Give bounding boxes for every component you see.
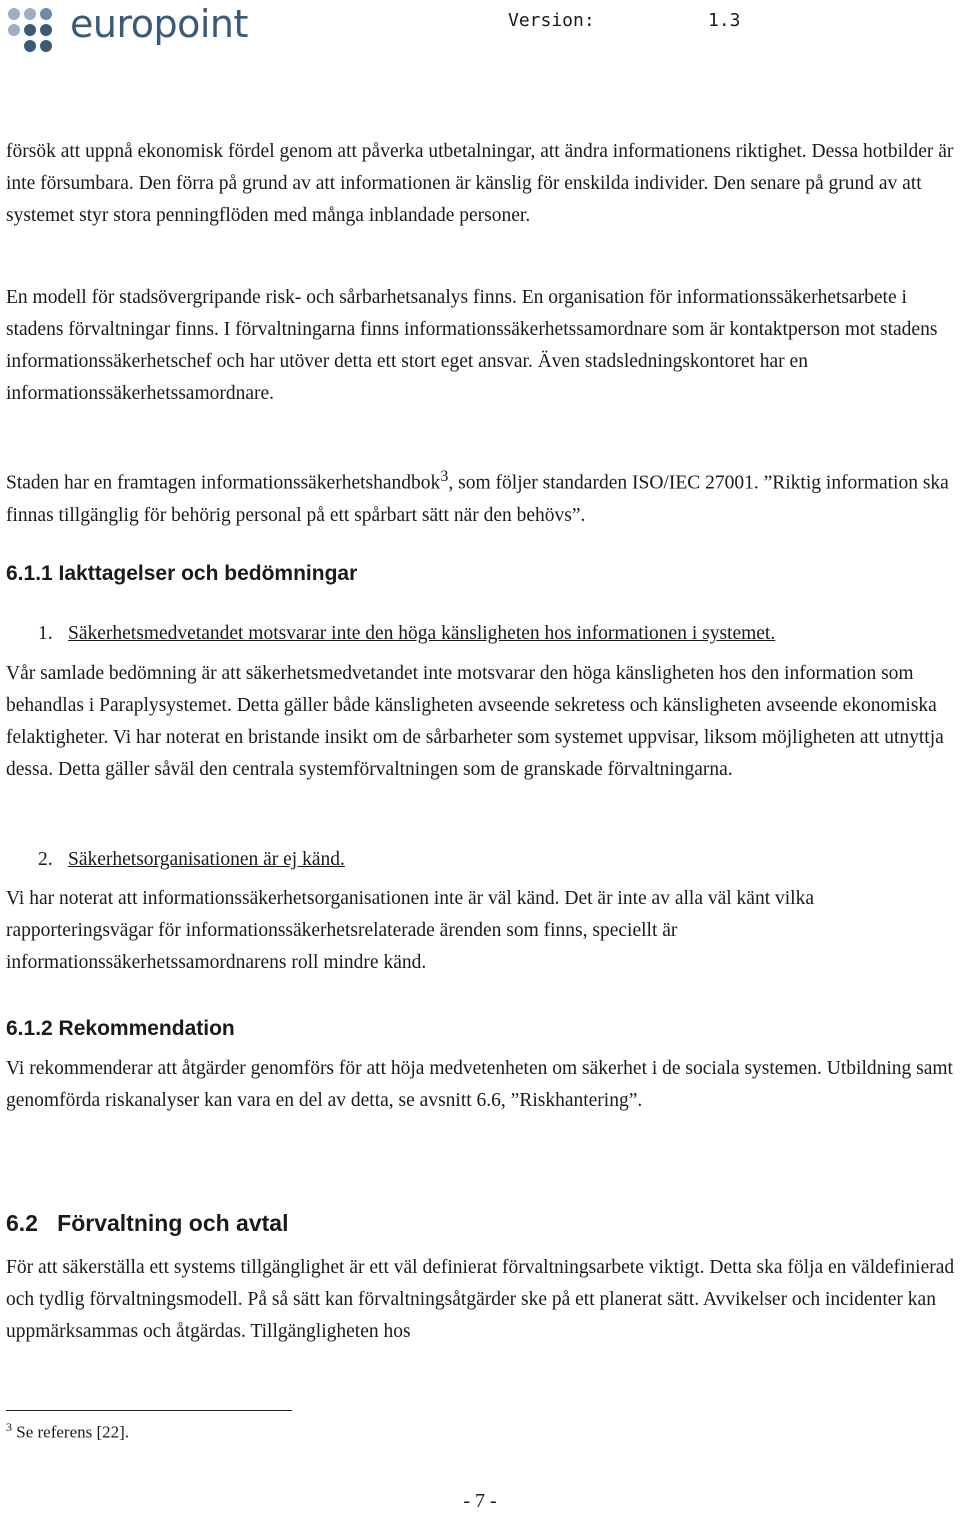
page-header (0, 0, 960, 60)
europoint-logo (6, 2, 248, 56)
logo-dots-icon (6, 6, 64, 56)
version-number: 1.3 (708, 10, 741, 31)
section-number: 6.2 (6, 1210, 38, 1236)
finding-2-text: Säkerhetsorganisationen är ej känd. (68, 849, 345, 870)
version-label: Version: (508, 10, 595, 31)
heading-recommendation: 6.1.2 Rekommendation (6, 1017, 235, 1040)
finding-1-number: 1. (38, 623, 53, 644)
paragraph-handbook (6, 460, 956, 532)
section-title: Förvaltning och avtal (57, 1210, 289, 1236)
paragraph-organisation: En modell för stadsövergripande risk- och sårbarhetsanalys finns. En organisation för informationssäkerhetsarbete i stadens förvaltningar finns. I förvaltningarna finns informationssäkerhetssamordnare som är kontaktperson mot stadens informationssäkerhetschef och har utöver detta ett stort eget ansvar. Även stadsledningskontoret har en informationssäkerhetssamordnare. (6, 287, 938, 404)
footnote-text: Se referens [22]. (12, 1422, 130, 1442)
paragraph-assessment: Vår samlade bedömning är att säkerhetsmedvetandet inte motsvarar den höga känsligheten hos den information som behandlas i Paraplysystemet. Detta gäller både känsligheten avseende sekretess och känsligheten avseende ekonomiska felaktigheter. Vi har noterat en bristande insikt om de sårbarheter som systemet uppvisar, liksom möjligheten att utnyttja dessa. Detta gäller såväl den centrala systemförvaltningen som de granskade förvaltningarna. (6, 663, 944, 780)
footnote-ref: 3 (440, 467, 449, 485)
handbook-text-b: , som följer standarden ISO/IEC 27001. ”Riktig information ska finnas tillgänglig för behörig personal på ett spårbart sätt när den behövs”. (6, 472, 949, 526)
logo-text: europoint (70, 2, 248, 46)
finding-1-text: Säkerhetsmedvetandet motsvarar inte den höga känsligheten hos informationen i systemet. (68, 623, 776, 644)
finding-1 (38, 618, 958, 650)
page-number: - 7 - (463, 1490, 497, 1512)
footnote-divider (6, 1410, 292, 1411)
heading-observations: 6.1.1 Iakttagelser och bedömningar (6, 562, 358, 585)
finding-2 (38, 844, 958, 876)
paragraph-management: För att säkerställa ett systems tillgänglighet är ett väl definierat förvaltningsarbete viktigt. Detta ska följa en väldefinierad och tydlig förvaltningsmodell. På så sätt kan förvaltningsåtgärder ske på ett planerat sätt. Avvikelser och incidenter kan uppmärksammas och åtgärdas. Tillgängligheten hos (6, 1257, 955, 1342)
finding-2-number: 2. (38, 849, 53, 870)
footnote (6, 1420, 129, 1443)
paragraph-organisation-unknown: Vi har noterat att informationssäkerhetsorganisationen inte är väl känd. Det är inte av alla väl känt vilka rapporteringsvägar för informationssäkerhetsrelaterade ärenden som finns, speciellt är informationssäkerhetssamordnarens roll mindre känd. (6, 888, 814, 973)
paragraph-recommendation: Vi rekommenderar att åtgärder genomförs för att höja medvetenheten om säkerhet i de sociala systemen. Utbildning samt genomförda riskanalyser kan vara en del av detta, se avsnitt 6.6, ”Riskhantering”. (6, 1058, 953, 1111)
footnote-number: 3 (6, 1420, 12, 1434)
heading-section-6-2 (6, 1210, 288, 1237)
handbook-text-a: Staden har en framtagen informationssäkerhetshandbok (6, 472, 441, 494)
paragraph-threats: försök att uppnå ekonomisk fördel genom att påverka utbetalningar, att ändra informationens riktighet. Dessa hotbilder är inte försumbara. Den förra på grund av att informationen är känslig för enskilda individer. Den senare på grund av att systemet styr stora penningflöden med många inblandade personer. (6, 141, 954, 226)
